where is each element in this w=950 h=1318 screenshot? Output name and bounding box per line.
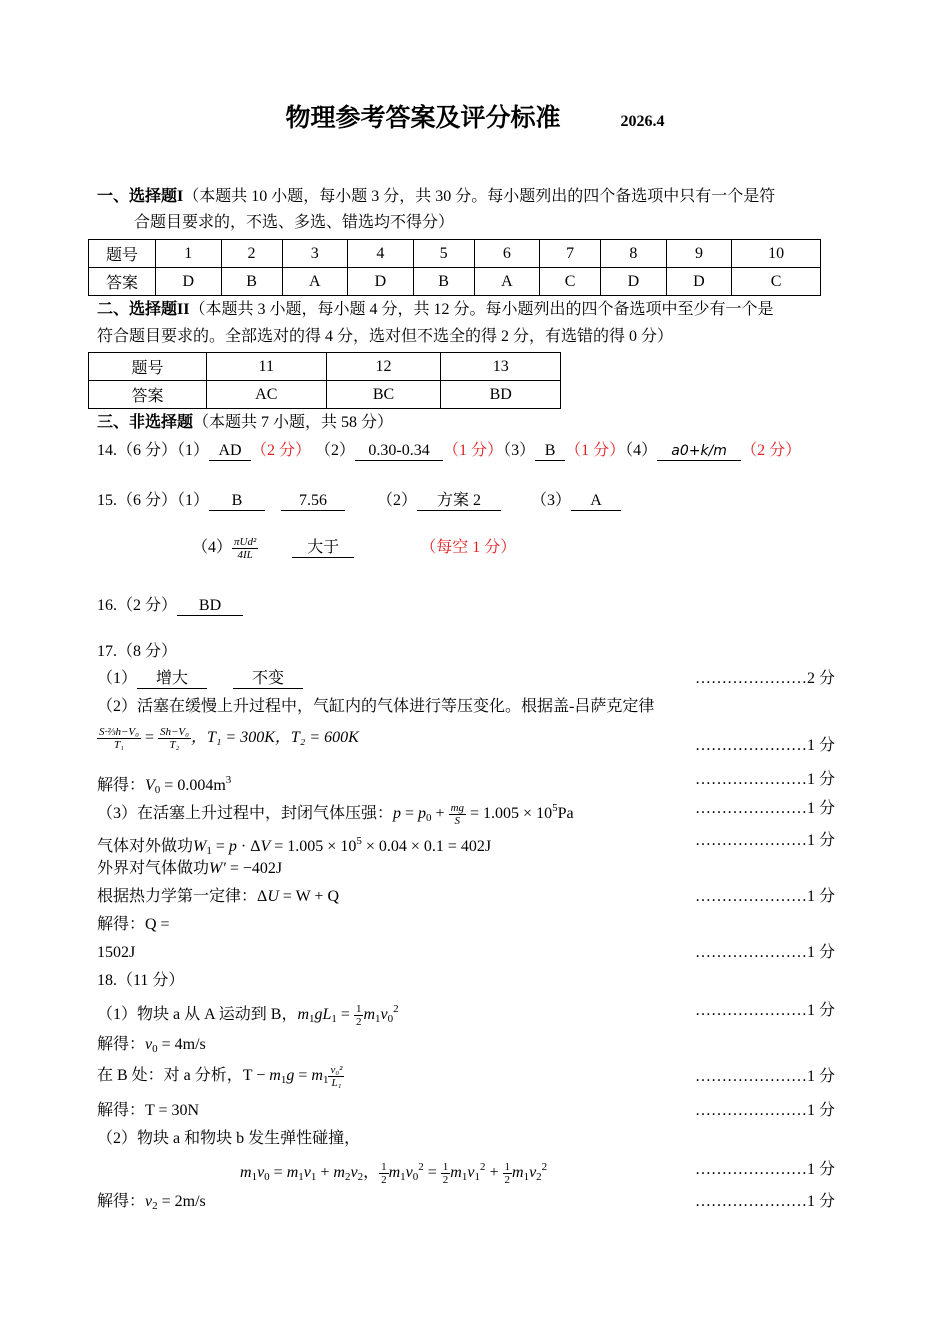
q16-answer: BD: [177, 597, 243, 616]
table-cell: 4: [348, 240, 414, 268]
table-cell: 12: [326, 353, 441, 381]
q15-part4: （4）: [192, 539, 233, 557]
section2-desc: （本题共 3 小题，每小题 4 分，共 12 分。每小题列出的四个备选项中至少有一个是: [189, 301, 774, 318]
q18-energy: （1）物块 a 从 A 运动到 B，$m_1gL_1$ = $\frac{1}{2}$ $m_1v_0^2$: [97, 1002, 399, 1028]
table-cell: 1: [156, 240, 222, 268]
q14-score1: （2 分）: [251, 442, 312, 459]
page-title: [0, 98, 950, 134]
q17-score-c: …………………1 分: [694, 771, 835, 788]
q15-prefix: 15.（6 分）（1）: [97, 492, 210, 509]
table-cell: 8: [601, 240, 667, 268]
table-cell: BD: [441, 381, 561, 409]
q17-solve-v0: 解得：$V_0 = 0.004m^3$: [97, 774, 232, 796]
q17-pressure: （3）在活塞上升过程中，封闭气体压强：$p = p_0$ + $\frac{mg}{S}$ = $1.005 \times 10^5Pa$: [97, 801, 574, 827]
table-cell: D: [601, 268, 667, 296]
section2-answer-table: [88, 352, 561, 409]
table-head-cell: 答案: [89, 268, 156, 296]
q17-external-work: 外界对气体做功W′ = −402J: [97, 860, 283, 877]
section1-desc2: 合题目要求的，不选、多选、错选均不得分）: [134, 214, 455, 231]
q15-part2: （2）: [377, 492, 418, 509]
q18-score-e: …………………1 分: [694, 1193, 835, 1210]
q15-answer1: B: [209, 492, 265, 511]
table-cell: 9: [666, 240, 732, 268]
q17-gay-lussac-equation: $\frac{\text{S·⅔h−V₀}}{\text{T₁}}$ = $\frac{\text{Sh−V₀}}{\text{T₂}}$ ，T₁ = 300K，T₂ = 600K: [99, 726, 359, 751]
q18-score-d: …………………1 分: [694, 1161, 835, 1178]
q15-answer3: A: [571, 492, 621, 511]
q15-score: （每空 1 分）: [420, 539, 517, 557]
table-cell: 3: [282, 240, 348, 268]
q15-answer4: 大于: [292, 539, 354, 558]
q16-prefix: 16.（2 分）: [97, 597, 178, 614]
q17-score-e: …………………1 分: [694, 832, 835, 849]
q18-title: 18.（11 分）: [97, 972, 185, 989]
q18-score-c: …………………1 分: [694, 1102, 835, 1119]
q18-collision-equations: $m_1v_0 = m_1v_1 + m_2v_2$， $\frac{1}{2}$ $m_1v_0^2$ = $\frac{1}{2}$ $m_1v_1^2$ + $\frac{1}{2}$ $m_1v_2^2$: [240, 1160, 548, 1186]
table-cell: 10: [732, 240, 821, 268]
table-head-cell: 题号: [89, 353, 207, 381]
q15-answer1b: 7.56: [281, 492, 345, 511]
title-text: 物理参考答案及评分标准: [285, 103, 561, 132]
table-cell: D: [666, 268, 732, 296]
q17-solve-q: 解得：Q =: [97, 916, 170, 933]
q17-answer1b: 不变: [233, 670, 303, 689]
q14-score4: （2 分）: [741, 442, 802, 459]
section2-heading: [97, 299, 773, 321]
q17-line1: [97, 668, 303, 690]
section2-title: 二、选择题II: [97, 301, 190, 318]
table-row: [89, 353, 561, 381]
q18-solve-v2: 解得：$v_2 = 2m/s$: [97, 1193, 206, 1212]
table-cell: A: [282, 268, 348, 296]
section3-title: 三、非选择题: [97, 414, 194, 431]
section1-answer-table: [88, 239, 821, 296]
q17-work: 气体对外做功$W_1 = p \cdot \Delta V = 1.005 \times 10^5 \times 0.04 \times 0.1 = 402J$: [97, 835, 492, 857]
section3-heading: [97, 412, 393, 434]
table-cell: 6: [474, 240, 540, 268]
table-cell: 11: [207, 353, 327, 381]
title-date: 2026.4: [620, 113, 665, 130]
q14-part3: （3）: [503, 442, 536, 459]
q15-part3: （3）: [531, 492, 572, 509]
section1-desc: （本题共 10 小题，每小题 3 分，共 30 分。每小题列出的四个备选项中只有一个是符: [183, 188, 776, 205]
table-cell: B: [221, 268, 282, 296]
q14-answer3: B: [535, 442, 565, 461]
table-cell: 2: [221, 240, 282, 268]
q15-answer2: 方案 2: [417, 492, 501, 511]
table-cell: 5: [413, 240, 474, 268]
q17-part2: （2）活塞在缓慢上升过程中，气缸内的气体进行等压变化。根据盖-吕萨克定律: [97, 698, 655, 715]
table-row: [89, 268, 821, 296]
q17-q-value: 1502J: [97, 944, 136, 961]
table-head-cell: 题号: [89, 240, 156, 268]
q18-solve-t: 解得：T = 30N: [97, 1102, 200, 1119]
q17-score-b: …………………1 分: [694, 737, 835, 754]
table-row: [89, 381, 561, 409]
table-cell: C: [732, 268, 821, 296]
q18-part2: （2）物块 a 和物块 b 发生弹性碰撞，: [97, 1130, 361, 1147]
table-cell: D: [156, 268, 222, 296]
q16-line: [97, 595, 243, 617]
q17-title: 17.（8 分）: [97, 643, 178, 660]
q17-first-law: 根据热力学第一定律：ΔU = W + Q: [97, 888, 339, 905]
q17-score-a: …………………2 分: [694, 670, 835, 687]
q15-line1: [97, 490, 621, 512]
table-cell: D: [348, 268, 414, 296]
section1-heading: [97, 186, 775, 208]
q14-answer2: 0.30-0.34: [355, 442, 443, 461]
q17-temps: ，T₁ = 300K，T₂ = 600K: [190, 729, 359, 747]
q14-prefix: 14.（6 分）（1）: [97, 442, 210, 459]
q17-score-d: …………………1 分: [694, 800, 835, 817]
q14-part2: （2）: [315, 442, 356, 459]
q17-part1: （1）: [97, 670, 138, 687]
table-cell: 7: [540, 240, 601, 268]
q14-answer4: a0+k/m: [657, 442, 741, 461]
q14-answer1: AD: [209, 442, 251, 461]
q14-score2: （1 分）: [443, 442, 504, 459]
section1-title: 一、选择题I: [97, 188, 184, 205]
table-cell: AC: [207, 381, 327, 409]
q14-line: [97, 440, 801, 462]
table-cell: A: [474, 268, 540, 296]
q15-line2: [192, 536, 516, 561]
table-cell: C: [540, 268, 601, 296]
q15-resistivity-formula: $\frac{\text{πUd²}}{4IL}$: [234, 536, 257, 561]
table-head-cell: 答案: [89, 381, 207, 409]
q14-score3: （1 分）: [565, 442, 626, 459]
table-cell: B: [413, 268, 474, 296]
q18-score-b: …………………1 分: [694, 1068, 835, 1085]
q17-answer1: 增大: [137, 670, 207, 689]
q17-score-f: …………………1 分: [694, 888, 835, 905]
q18-solve-v0: 解得：$v_0 = 4m/s$: [97, 1036, 206, 1055]
q18-score-a: …………………1 分: [694, 1002, 835, 1019]
table-cell: BC: [326, 381, 441, 409]
table-row: [89, 240, 821, 268]
q17-score-g: …………………1 分: [694, 944, 835, 961]
section2-desc2: 符合题目要求的。全部选对的得 4 分，选对但不选全的得 2 分，有选错的得 0 分）: [97, 328, 674, 345]
section3-desc: （本题共 7 小题，共 58 分）: [193, 414, 394, 431]
q14-part4: （4）: [625, 442, 658, 459]
q18-tension: 在 B 处：对 a 分析，$T - m_1g = m_1$ $\frac{\text{v₀²}}{\text{L₁}}$: [97, 1064, 343, 1089]
table-cell: 13: [441, 353, 561, 381]
